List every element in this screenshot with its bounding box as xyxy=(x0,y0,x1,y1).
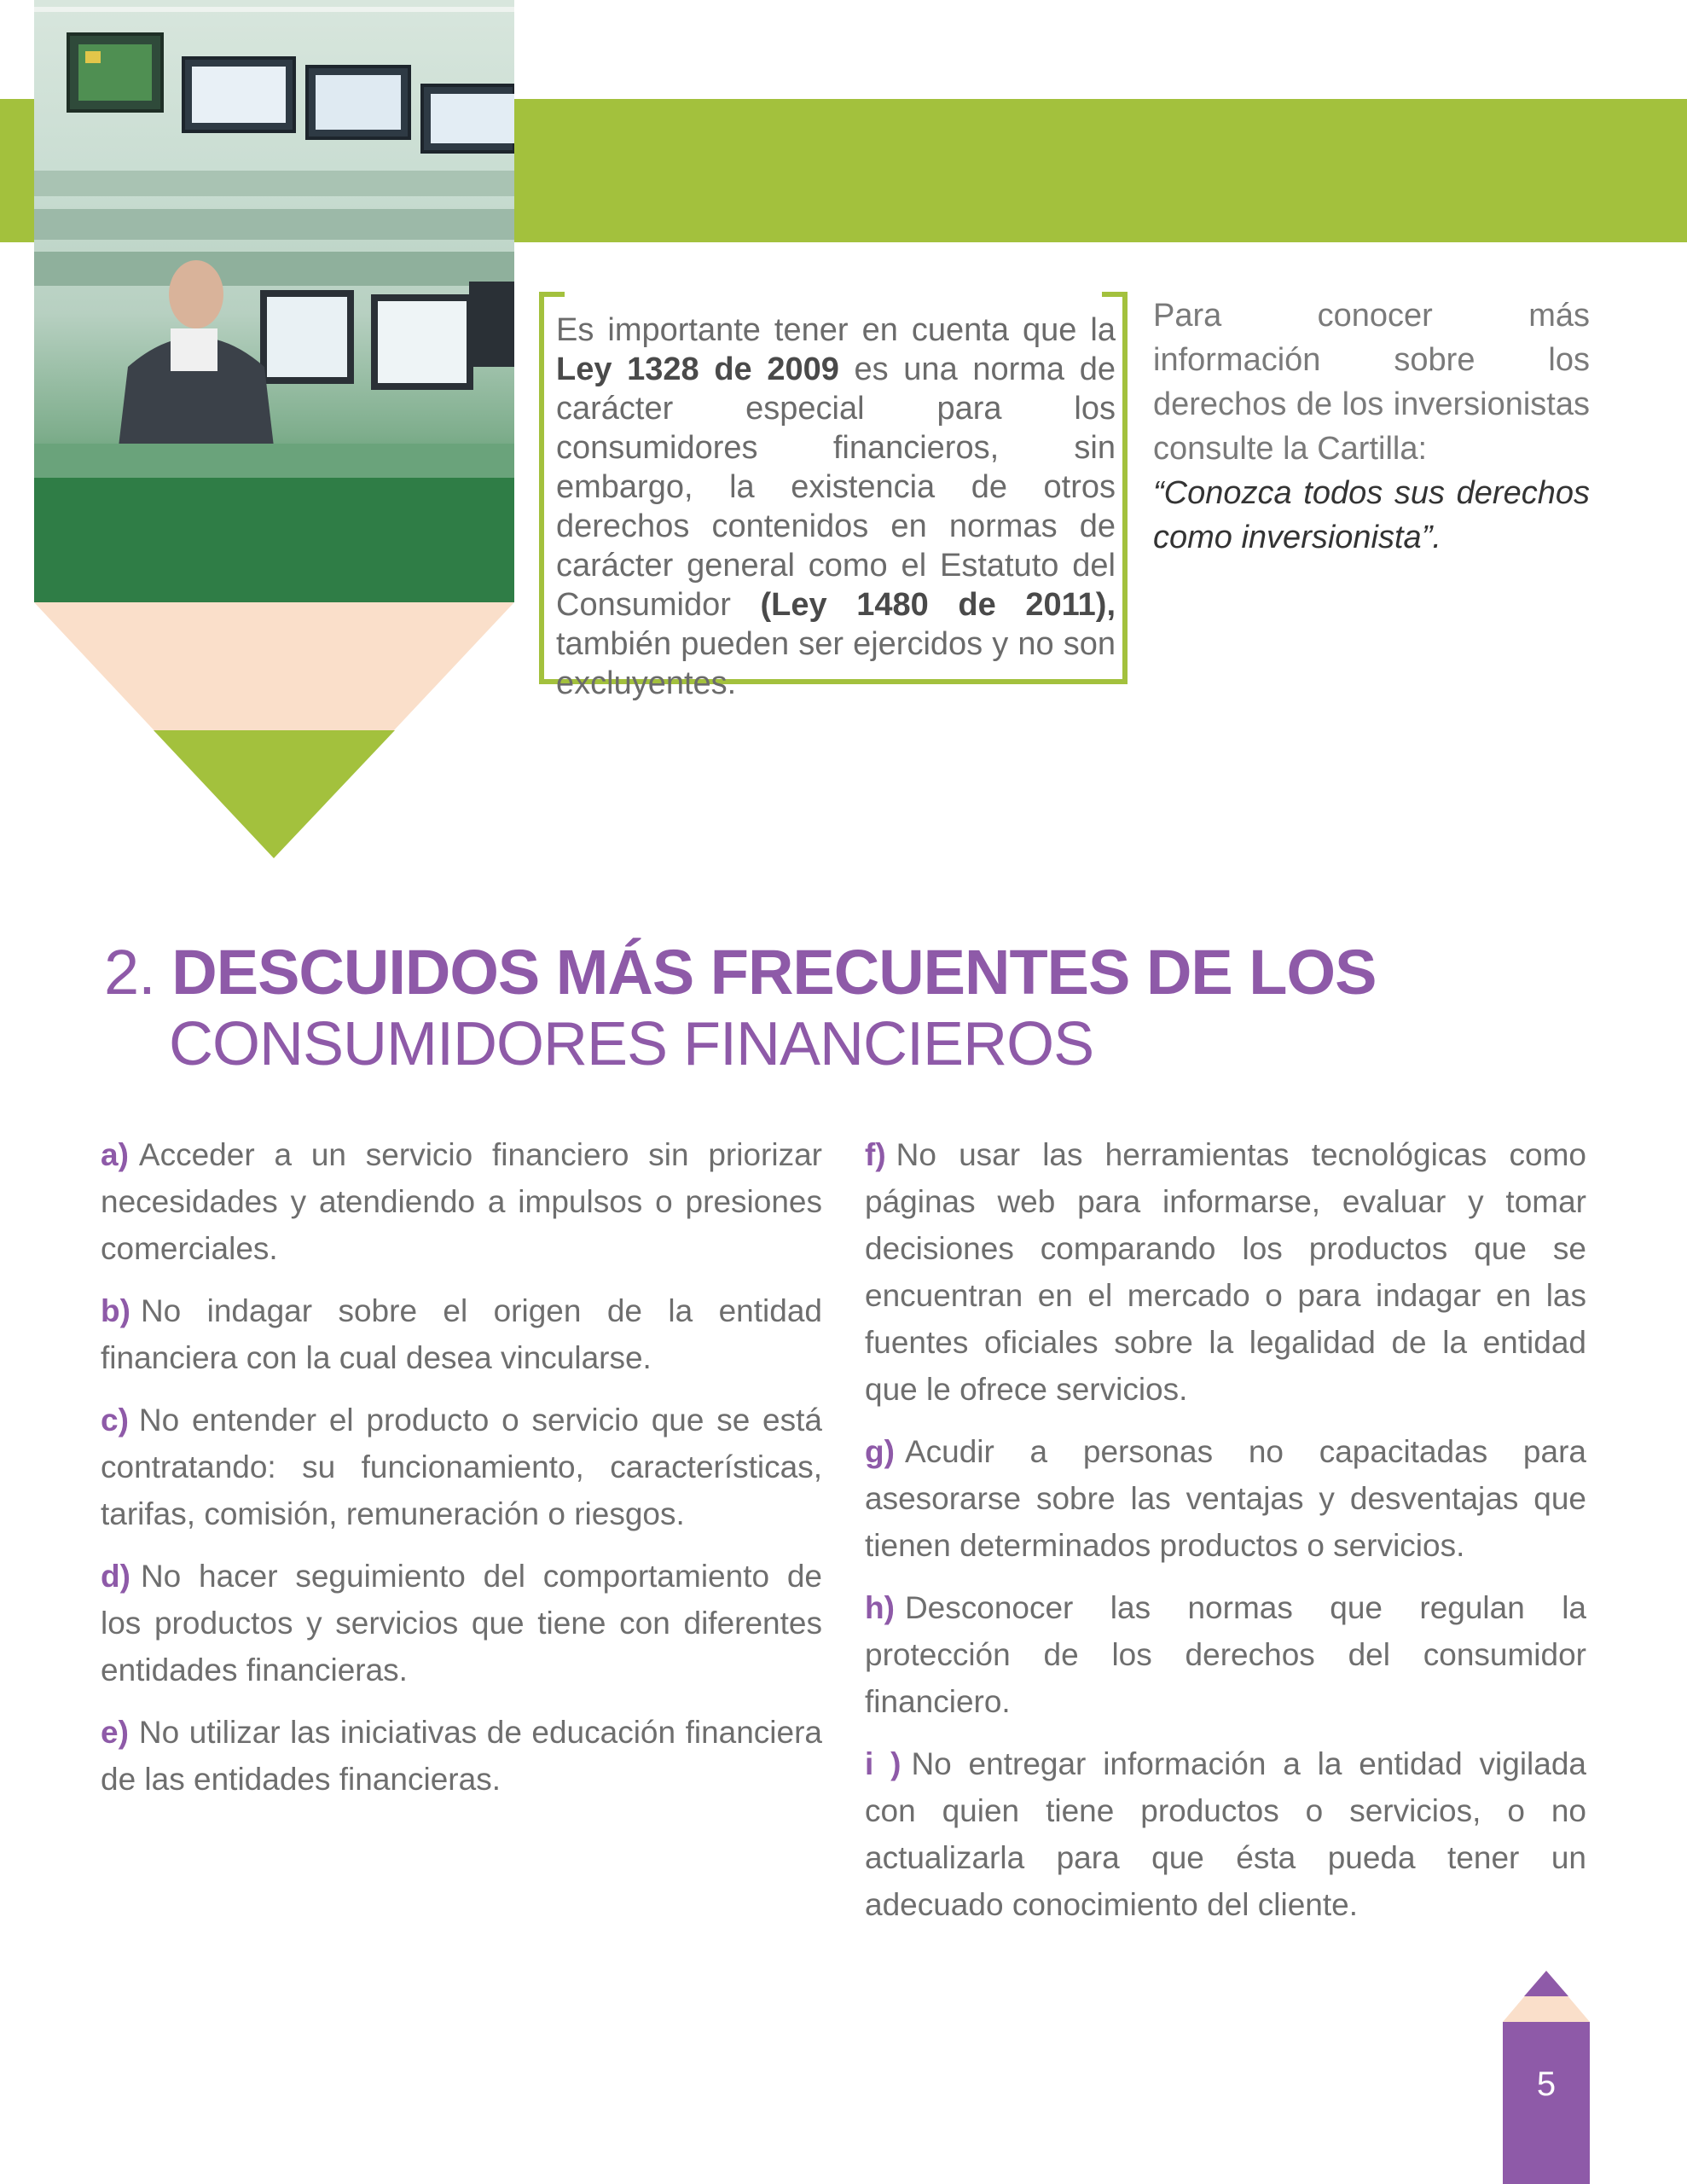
item-text: No hacer seguimiento del comportamiento de los productos y servicios que tiene con diferentes entidades financieras. xyxy=(101,1559,822,1687)
item-text: No utilizar las iniciativas de educación financiera de las entidades financieras. xyxy=(101,1715,822,1797)
mistakes-list-right xyxy=(865,1131,1586,1943)
list-item xyxy=(865,1428,1586,1569)
green-triangle-decoration xyxy=(34,602,514,867)
mistakes-list-left xyxy=(101,1131,822,1818)
control-room-illustration xyxy=(34,0,514,602)
item-letter: g) xyxy=(865,1434,895,1469)
item-letter: c) xyxy=(101,1403,129,1438)
item-text: No usar las herramientas tecnológicas como páginas web para informarse, evaluar y tomar decisiones comparando los productos que se encuentran en el mercado o para indagar en las fuentes oficiales sobre la legalidad de la entidad que le ofrece servicios. xyxy=(865,1137,1586,1407)
list-item xyxy=(101,1553,822,1693)
item-letter: e) xyxy=(101,1715,129,1750)
page-number: 5 xyxy=(1536,2065,1557,2103)
item-text: Desconocer las normas que regulan la protección de los derechos del consumidor financiero. xyxy=(865,1590,1586,1719)
section-number: 2. xyxy=(104,937,155,1008)
investor-rights-info xyxy=(1153,293,1590,560)
item-letter: d) xyxy=(101,1559,130,1594)
section-title-bold: DESCUIDOS MÁS FRECUENTES DE LOS xyxy=(171,937,1377,1008)
item-letter: h) xyxy=(865,1590,895,1625)
item-text: Acudir a personas no capacitadas para asesorarse sobre las ventajas y desventajas que tienen determinados productos o servicios. xyxy=(865,1434,1586,1563)
investor-info-intro: Para conocer más información sobre los derechos de los inversionistas consulte la Cartilla: xyxy=(1153,298,1590,467)
list-item xyxy=(101,1397,822,1537)
page-tab-pencil-tip xyxy=(1503,1971,1590,2022)
list-item xyxy=(865,1740,1586,1928)
section-heading xyxy=(104,937,1376,1008)
item-letter: b) xyxy=(101,1293,130,1328)
list-item xyxy=(101,1131,822,1272)
note-part-3: también pueden ser ejercidos y no son excluyentes. xyxy=(556,626,1116,701)
control-room-photo xyxy=(34,0,514,602)
note-frame-corner-left xyxy=(539,292,565,297)
list-item xyxy=(101,1709,822,1803)
note-part-2: es una norma de carácter especial para los consumidores financieros, sin embargo, la existencia de otros derechos contenidos en normas de carácter general como el Estatuto del Consumidor xyxy=(556,351,1116,623)
note-frame-corner-right xyxy=(1102,292,1128,297)
item-letter: a) xyxy=(101,1137,129,1172)
law-1480-reference: (Ley 1480 de 2011), xyxy=(760,587,1116,623)
item-text: No indagar sobre el origen de la entidad financiera con la cual desea vincularse. xyxy=(101,1293,822,1375)
item-letter: f) xyxy=(865,1137,886,1172)
item-text: No entender el producto o servicio que se está contratando: su funcionamiento, características, tarifas, comisión, remuneración o riesgos. xyxy=(101,1403,822,1531)
list-item xyxy=(865,1584,1586,1725)
item-letter: i ) xyxy=(865,1746,901,1781)
section-title-line-2: CONSUMIDORES FINANCIEROS xyxy=(169,1010,1094,1078)
list-item xyxy=(101,1287,822,1381)
legal-note-text xyxy=(556,311,1116,703)
law-1328-reference: Ley 1328 de 2009 xyxy=(556,351,839,387)
list-item xyxy=(865,1131,1586,1413)
item-text: No entregar información a la entidad vigilada con quien tiene productos o servicios, o no actualizarla para que ésta pueda tener un adecuado conocimiento del cliente. xyxy=(865,1746,1586,1922)
investor-booklet-title: “Conozca todos sus derechos como inversionista”. xyxy=(1153,475,1590,555)
item-text: Acceder a un servicio financiero sin priorizar necesidades y atendiendo a impulsos o presiones comerciales. xyxy=(101,1137,822,1266)
note-part-1: Es importante tener en cuenta que la xyxy=(556,312,1116,348)
